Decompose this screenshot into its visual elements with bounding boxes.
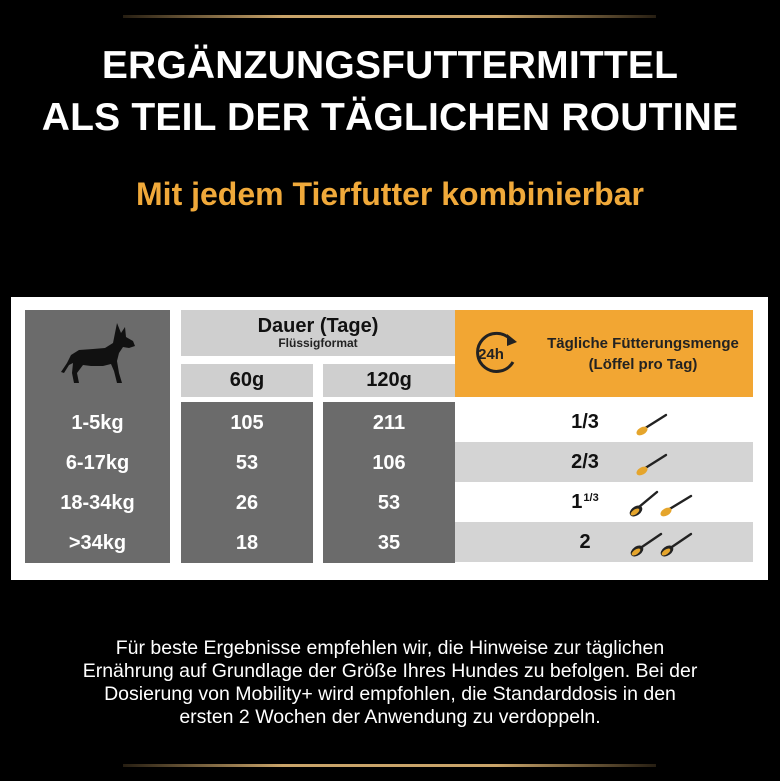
feeding-title-line-1: Tägliche Fütterungsmenge xyxy=(547,335,739,352)
duration-title: Dauer (Tage) xyxy=(257,315,379,338)
feeding-amount: 1/3 xyxy=(571,410,599,433)
weight-label: 18-34kg xyxy=(60,491,135,514)
dog-silhouette-icon xyxy=(59,319,139,387)
title-line-2: ALS TEIL DER TÄGLICHEN ROUTINE xyxy=(41,96,739,139)
top-divider xyxy=(123,15,656,18)
feeding-row xyxy=(455,402,753,442)
duration-120g-value: 53 xyxy=(377,491,401,514)
feeding-amount: 2 xyxy=(579,530,591,553)
size-60g-header: 60g xyxy=(181,364,313,397)
note-line: ersten 2 Wochen der Anwendung zu verdoppeln. xyxy=(179,706,601,728)
duration-120g-value: 106 xyxy=(372,451,406,474)
weight-label: 6-17kg xyxy=(65,451,130,474)
feeding-title-line-2: (Löffel pro Tag) xyxy=(588,356,698,373)
feeding-note xyxy=(0,637,780,729)
title-line-1: ERGÄNZUNGSFUTTERMITTEL xyxy=(101,44,679,87)
weight-label: >34kg xyxy=(68,531,127,554)
duration-header xyxy=(181,310,455,356)
weight-label: 1-5kg xyxy=(71,411,124,434)
spoon-icon xyxy=(627,522,707,562)
note-line: Ernährung auf Grundlage der Größe Ihres Hundes zu befolgen. Bei der xyxy=(82,660,698,682)
feeding-row xyxy=(455,522,753,562)
clock-24h-icon xyxy=(469,330,521,376)
feeding-amount: 1 $^{1/3}$ xyxy=(571,490,599,513)
size-120g-header: 120g xyxy=(323,364,455,397)
note-line: Dosierung von Mobility+ wird empfohlen, die Standarddosis in den xyxy=(104,683,676,705)
duration-120g-value: 35 xyxy=(377,531,401,554)
dosage-table xyxy=(11,297,768,580)
bottom-divider xyxy=(123,764,656,767)
duration-60g-value: 105 xyxy=(230,411,264,434)
duration-60g-value: 26 xyxy=(235,491,259,514)
duration-60g-value: 18 xyxy=(235,531,259,554)
page-title xyxy=(0,40,780,144)
spoon-icon xyxy=(633,402,673,442)
feeding-row xyxy=(455,482,753,522)
duration-subtitle: Flüssigformat xyxy=(278,336,358,351)
subtitle: Mit jedem Tierfutter kombinierbar xyxy=(136,176,644,212)
note-line: Für beste Ergebnisse empfehlen wir, die Hinweise zur täglichen xyxy=(115,637,665,659)
feeding-row xyxy=(455,442,753,482)
duration-60g-value: 53 xyxy=(235,451,259,474)
clock-label: 24h xyxy=(478,346,504,363)
spoon-icon xyxy=(633,442,673,482)
feeding-title xyxy=(523,333,763,375)
spoon-icon xyxy=(627,482,699,522)
duration-120g-value: 211 xyxy=(372,411,406,434)
feeding-amount: 2/3 xyxy=(571,450,599,473)
